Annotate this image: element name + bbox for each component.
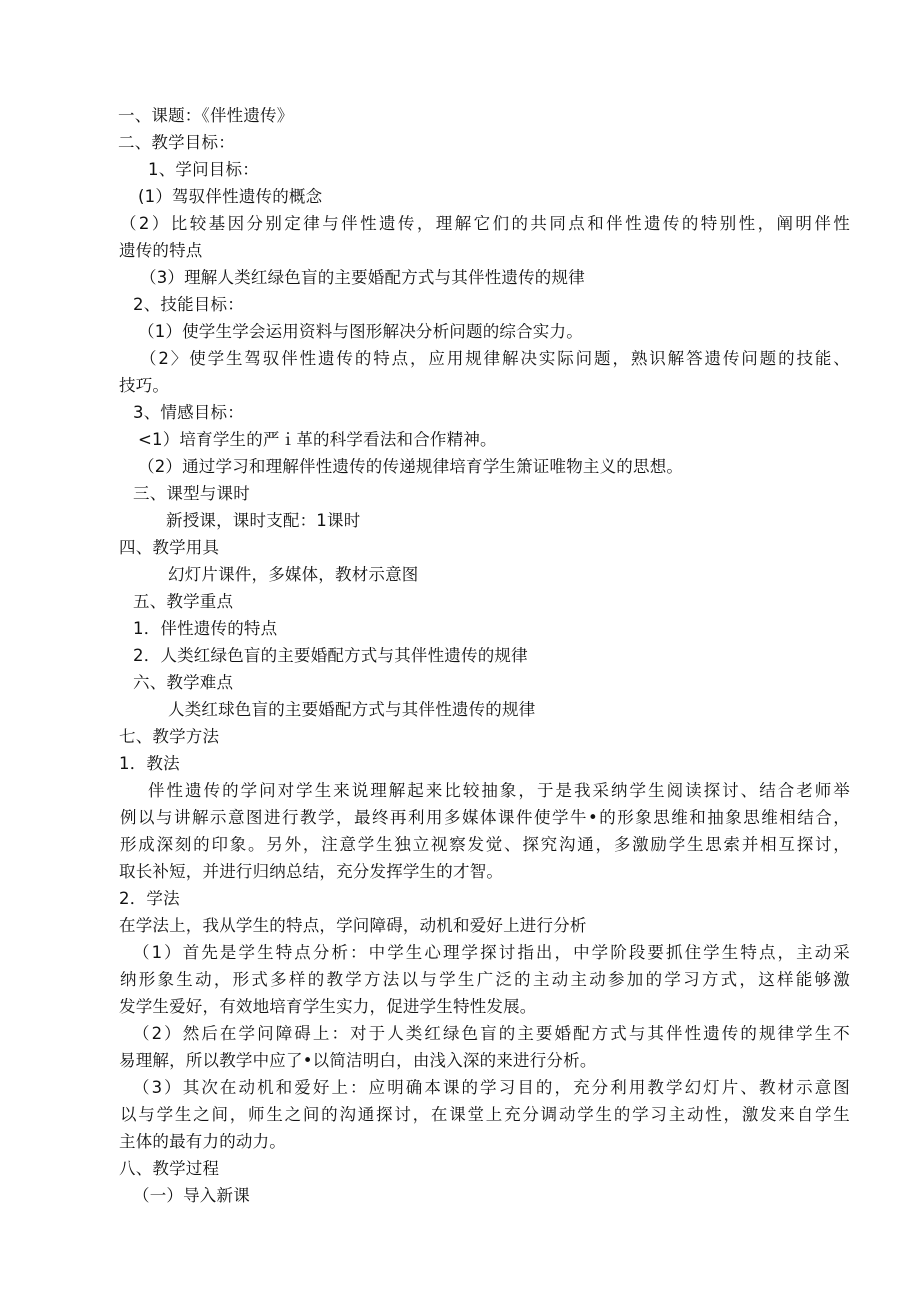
method-2-item-3-line-2: 以与学生之间，师生之间的沟通探讨，在课堂上充分调动学生的学习主动性，激发来自学生 — [120, 1105, 850, 1124]
subheading-skill: 2、技能目标： — [133, 295, 244, 314]
section-heading-objectives: 二、教学目标： — [118, 133, 235, 152]
emotion-item-2: （2）通过学习和理解伴性遗传的传递规律培育学生箫证唯物主义的思想。 — [138, 457, 684, 476]
skill-item-2-line-2: 技巧。 — [119, 376, 170, 395]
subheading-emotion: 3、情感目标： — [133, 403, 244, 422]
method-2-heading: 2．学法 — [119, 889, 180, 908]
method-2-item-3-line-3: 主体的最有力的动力。 — [119, 1132, 286, 1151]
skill-item-2-line-1: （2〉使学生驾驭伴性遗传的特点，应用规律解决实际问题，熟识解答遗传问题的技能、 — [140, 349, 850, 368]
knowledge-item-2-line-1: （2）比较基因分别定律与伴性遗传，理解它们的共同点和伴性遗传的特别性，阐明伴性 — [120, 214, 850, 233]
method-2-item-1-line-3: 发学生爱好，有效地培育学生实力，促进学生特性发展。 — [119, 997, 537, 1016]
skill-item-1: （1）使学生学会运用资料与图形解决分析问题的综合实力。 — [138, 322, 583, 341]
key-point-1: 1．伴性遗传的特点 — [133, 619, 278, 638]
subheading-knowledge: 1、学问目标： — [148, 160, 259, 179]
method-2-item-3-line-1: （3）其次在动机和爱好上：应明确本课的学习目的，充分利用教学幻灯片、教材示意图 — [133, 1078, 850, 1097]
method-1-line-4: 取长补短，并进行归纳总结，充分发挥学生的才智。 — [119, 862, 504, 881]
method-1-line-1: 伴性遗传的学问对学生来说理解起来比较抽象，于是我采纳学生阅读探讨、结合老师举 — [148, 781, 850, 800]
section-heading-tools: 四、教学用具 — [119, 538, 220, 557]
method-2-item-2-line-2: 易理解，所以教学中应了•以简洁明白，由浅入深的来进行分析。 — [119, 1051, 597, 1070]
section-difficulty-body: 人类红球色盲的主要婚配方式与其伴性遗传的规律 — [168, 700, 536, 719]
section-heading-key-points: 五、教学重点 — [133, 592, 234, 611]
method-2-intro: 在学法上，我从学生的特点，学问障碍，动机和爱好上进行分析 — [119, 916, 587, 935]
method-2-item-1-line-1: （1）首先是学生特点分析：中学生心理学探讨指出，中学阶段要抓住学生特点，主动采 — [133, 943, 850, 962]
section-heading-type: 三、课型与课时 — [133, 484, 250, 503]
emotion-item-1: <1）培育学生的严ｉ革的科学看法和合作精神。 — [138, 430, 497, 449]
method-1-line-2: 例以与讲解示意图进行教学，最终再利用多媒体课件使学牛•的形象思维和抽象思维相结合， — [120, 808, 850, 827]
knowledge-item-2-line-2: 遗传的特点 — [119, 241, 203, 260]
method-1-line-3: 形成深刻的印象。另外，注意学生独立视察发觉、探究沟通，多激励学生思索并相互探讨， — [120, 835, 850, 854]
section-tools-body: 幻灯片课件，多媒体，教材示意图 — [168, 565, 419, 584]
knowledge-item-3: （3）理解人类红绿色盲的主要婚配方式与其伴性遗传的规律 — [140, 268, 585, 287]
section-type-body: 新授课，课时支配：1课时 — [166, 511, 361, 530]
section-heading-difficulty: 六、教学难点 — [133, 673, 234, 692]
section-heading-methods: 七、教学方法 — [119, 727, 220, 746]
key-point-2: 2．人类红绿色盲的主要婚配方式与其伴性遗传的规律 — [133, 646, 528, 665]
process-step-1: （一）导入新课 — [133, 1186, 250, 1205]
section-heading-process: 八、教学过程 — [119, 1159, 220, 1178]
method-1-heading: 1．教法 — [119, 754, 180, 773]
lesson-title: 一、课题：《伴性遗传》 — [118, 106, 294, 125]
method-2-item-1-line-2: 纳形象生动，形式多样的教学方法以与学生广泛的主动主动参加的学习方式，这样能够激 — [120, 970, 850, 989]
knowledge-item-1: (1）驾驭伴性遗传的概念 — [138, 187, 323, 206]
method-2-item-2-line-1: （2）然后在学问障碍上：对于人类红绿色盲的主要婚配方式与其伴性遗传的规律学生不 — [133, 1024, 850, 1043]
